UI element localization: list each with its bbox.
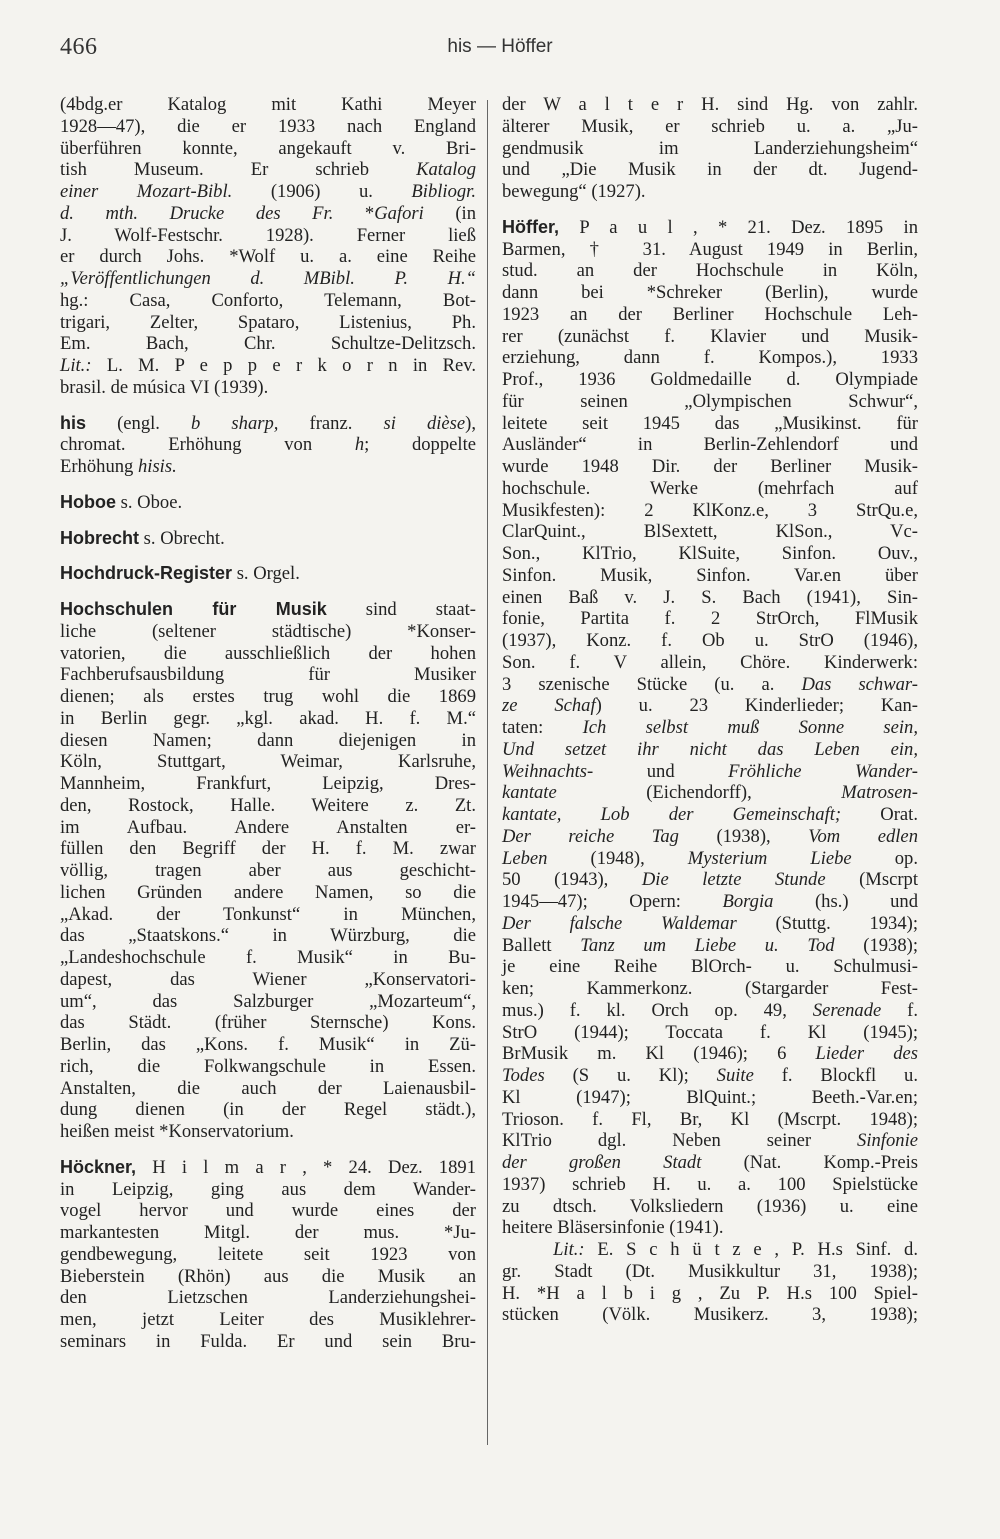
text-segment: Kl (1947); BlQuint.; Beeth.-Var.en; [502, 1086, 918, 1108]
text-segment: Anstalten, die auch der Laienausbil- [60, 1077, 476, 1099]
text-segment: stud. an der Hochschule in Köln, [502, 260, 918, 282]
text-segment: in Berlin gegr. „kgl. akad. H. f. M.“ [60, 707, 476, 729]
text-segment: markantesten Mitgl. der mus. *Ju- [60, 1222, 476, 1243]
text-segment: s. Oboe. [116, 491, 183, 513]
text-segment: Son. f. V allein, Chöre. Kinderwerk: [502, 651, 918, 673]
entry-headword: Hochdruck-Register [60, 563, 233, 584]
text-segment: (Nat. Komp.-Preis [701, 1152, 919, 1173]
text-line [60, 413, 476, 435]
text-segment: Das schwar- [801, 673, 918, 695]
text-line [60, 225, 476, 247]
text-line [502, 565, 918, 587]
running-head: his — Höffer [447, 36, 553, 57]
text-segment: Der reiche Tag [502, 825, 679, 847]
text-line [60, 795, 476, 817]
text-line [502, 434, 918, 456]
text-segment: Orat. [841, 804, 918, 825]
text-segment: men, jetzt Leiter des Musiklehrer- [60, 1309, 476, 1330]
text-line [502, 1065, 918, 1087]
text-segment: Sinfonie [857, 1130, 918, 1152]
text-line [502, 181, 918, 203]
text-segment: sind staat- [326, 599, 476, 620]
page-number: 466 [60, 34, 98, 60]
text-line [502, 1152, 918, 1174]
text-segment: Bibliogr. [411, 181, 476, 202]
right-column [502, 94, 918, 1326]
text-line [502, 1196, 918, 1218]
text-segment: Tanz um Liebe u. Tod [580, 934, 835, 956]
text-line [502, 1022, 918, 1044]
text-line [502, 1087, 918, 1109]
text-segment: Son., KlTrio, KlSuite, Sinfon. Ouv., [502, 543, 918, 564]
text-line [502, 739, 918, 761]
text-segment: und [593, 760, 729, 782]
text-segment: zu dtsch. Volksliedern (1936) u. eine [502, 1195, 918, 1217]
text-segment: (1906) u. [232, 181, 412, 202]
text-line [502, 1283, 918, 1305]
text-segment: (1948), [547, 847, 688, 869]
entry-headword: Hochschulen für Musik [60, 599, 327, 619]
text-line [502, 326, 918, 348]
text-line [502, 717, 918, 739]
text-line [60, 643, 476, 665]
text-segment: StrO (1944); Toccata f. Kl (1945); [502, 1021, 918, 1043]
text-segment: dapest, das Wiener „Konservatori- [60, 968, 476, 990]
text-segment: kantate [502, 782, 557, 804]
text-line [502, 826, 918, 848]
text-line [60, 925, 476, 947]
column-divider [487, 100, 488, 1445]
text-segment: Ballett [502, 934, 581, 956]
text-line [60, 817, 476, 839]
text-line [502, 217, 918, 239]
text-segment: 1937) schrieb H. u. a. 100 Spielstücke [502, 1173, 918, 1195]
text-segment: (Mscrpt [825, 869, 918, 891]
text-segment: das Städt. (früher Sternsche) Kons. [60, 1012, 476, 1034]
text-segment: h [354, 434, 365, 456]
text-segment: H. *H a l b i g , Zu P. H.s 100 Spiel- [502, 1282, 918, 1304]
text-segment: (1938), [678, 825, 809, 847]
text-segment: den, Rostock, Halle. Weitere z. Zt. [60, 794, 476, 816]
text-segment: dung dienen (in der Regel städt.), [60, 1099, 476, 1121]
text-line [502, 1000, 918, 1022]
text-segment: Lit.: [553, 1239, 585, 1260]
text-segment: Weihnachts- [502, 760, 594, 782]
text-segment: si dièse [383, 412, 466, 434]
text-segment: gendmusik im Landerziehungsheim“ [502, 137, 918, 159]
text-line [60, 1287, 476, 1309]
text-segment: diesen Namen; dann diejenigen in [60, 729, 476, 751]
text-line [502, 282, 918, 304]
text-segment: rich, die Folkwangschule in Essen. [60, 1055, 476, 1077]
text-line [60, 708, 476, 730]
text-line [502, 674, 918, 696]
text-line [502, 347, 918, 369]
text-line [60, 312, 476, 334]
text-segment: Die letzte Stunde [641, 869, 826, 891]
text-segment: völlig, tragen aber aus geschicht- [60, 860, 476, 881]
text-line [502, 782, 918, 804]
text-segment: Barmen, † 31. August 1949 in Berlin, [502, 238, 918, 260]
text-segment: überführen konnte, angekauft v. Bri- [60, 137, 476, 159]
text-segment: leitete seit 1945 das „Musikinst. für [502, 412, 918, 434]
text-segment: Köln, Stuttgart, Weimar, Karlsruhe, [60, 751, 476, 773]
text-line [60, 751, 476, 773]
text-segment: Mannheim, Frankfurt, Leipzig, Dres- [60, 773, 476, 794]
text-segment: Mysterium Liebe [687, 847, 852, 869]
text-segment: erziehung, dann f. Kompos.), 1933 [502, 347, 918, 369]
text-segment: vogel hervor und wurde eines der [60, 1200, 476, 1222]
text-segment: ), [465, 412, 477, 434]
text-line [502, 956, 918, 978]
text-segment: und „Die Musik in der dt. Jugend- [502, 159, 918, 181]
text-segment: kantate, Lob der Gemeinschaft; [502, 804, 842, 825]
text-segment: (Stuttg. 1934); [736, 912, 918, 934]
text-line [60, 1056, 476, 1078]
text-line [60, 838, 476, 860]
text-line [502, 369, 918, 391]
text-segment: KlTrio dgl. Neben seiner [502, 1130, 858, 1152]
text-line [60, 528, 476, 550]
text-line [60, 860, 476, 882]
text-line [60, 246, 476, 268]
text-segment: ClarQuint., BlSextett, KlSon., Vc- [502, 521, 918, 543]
text-segment: Ich selbst muß Sonne sein, [582, 717, 918, 738]
text-segment: lichen Gründen andere Namen, so die [60, 881, 476, 903]
text-line [60, 773, 476, 795]
text-line [60, 947, 476, 969]
text-segment: 1928—47), die er 1933 nach England [60, 115, 476, 137]
text-line [502, 869, 918, 891]
text-segment: ken; Kammerkonz. (Stargarder Fest- [502, 978, 918, 999]
text-line [60, 1179, 476, 1201]
text-segment: (engl. [86, 412, 192, 434]
text-line [502, 543, 918, 565]
text-line [60, 664, 476, 686]
text-segment: älterer Musik, er schrieb u. a. „Ju- [502, 115, 918, 137]
text-segment: Em. Bach, Chr. Schultze-Delitzsch. [60, 333, 476, 355]
text-line [60, 599, 476, 621]
text-line [60, 1034, 476, 1056]
text-segment: gendbewegung, leitete seit 1923 von [60, 1243, 476, 1265]
text-line [502, 652, 918, 674]
text-line [60, 969, 476, 991]
text-line [502, 630, 918, 652]
text-segment: Fröhliche Wander- [728, 760, 918, 782]
text-segment: Leben [502, 847, 548, 869]
text-segment: seminars in Fulda. Er und sein Bru- [60, 1330, 476, 1352]
text-line [60, 1200, 476, 1222]
text-line [60, 1078, 476, 1100]
text-line [502, 913, 918, 935]
text-segment: Lit.: [60, 355, 92, 376]
text-segment: * [333, 202, 375, 224]
text-segment: er durch Johs. *Wolf u. a. eine Reihe [60, 246, 476, 268]
text-segment: Und setzet ihr nicht das Leben ein, [502, 738, 918, 760]
text-line [502, 978, 918, 1000]
text-segment: Katalog [416, 159, 476, 181]
text-segment: der großen Stadt [502, 1152, 702, 1173]
text-line [60, 1012, 476, 1034]
text-line [60, 1244, 476, 1266]
text-line [502, 891, 918, 913]
text-line [502, 1261, 918, 1283]
text-segment: Trioson. f. Fl, Br, Kl (Mscrpt. 1948); [502, 1108, 918, 1130]
text-segment: hg.: Casa, Conforto, Telemann, Bot- [60, 289, 476, 311]
text-segment: heitere Bläsersinfonie (1941). [502, 1217, 724, 1239]
text-segment: f. [881, 999, 918, 1021]
text-segment: 1945—47); Opern: [502, 891, 723, 912]
text-segment: BrMusik m. Kl (1946); 6 [502, 1043, 816, 1065]
entry-headword: his [60, 412, 87, 433]
text-segment: chromat. Erhöhung von [60, 434, 355, 456]
text-segment: taten: [502, 717, 583, 738]
text-segment: Ausländer“ in Berlin-Zehlendorf und [502, 434, 918, 456]
text-segment: (1937), Konz. f. Ob u. StrO (1946), [502, 630, 918, 651]
text-line [60, 1121, 476, 1143]
text-segment: „Veröffentlichungen d. MBibl. P. H.“ [60, 268, 476, 289]
text-line [502, 1304, 918, 1326]
text-line [502, 587, 918, 609]
text-segment: (S u. Kl); [544, 1065, 717, 1086]
text-line [60, 203, 476, 225]
text-segment: das „Staatskons.“ in Würzburg, die [60, 925, 476, 947]
text-segment: P a u l , * 21. Dez. 1895 in [559, 216, 918, 238]
text-line [502, 1174, 918, 1196]
text-segment: Vom edlen [808, 825, 918, 847]
text-segment: liche (seltener städtische) *Konser- [60, 620, 476, 642]
text-segment: ze Schaf [502, 695, 596, 717]
text-line [502, 413, 918, 435]
text-segment: 1923 an der Berliner Hochschule Leh- [502, 303, 918, 325]
text-line [502, 761, 918, 783]
text-line [60, 730, 476, 752]
text-line [60, 1157, 476, 1179]
text-segment: mus.) f. kl. Orch op. 49, [502, 999, 813, 1021]
text-segment: f. Blockfl u. [753, 1065, 918, 1086]
text-segment: (4bdg.er Katalog mit Kathi Meyer [60, 94, 476, 115]
text-segment: für seinen „Olympischen Schwur“, [502, 390, 918, 412]
text-line [502, 456, 918, 478]
text-line [60, 492, 476, 514]
text-segment: 50 (1943), [502, 869, 642, 891]
text-line [60, 563, 476, 585]
text-segment: fonie, Partita f. 2 StrOrch, FlMusik [502, 608, 918, 630]
left-column [60, 94, 476, 1353]
text-line [502, 695, 918, 717]
text-segment: Serenade [812, 999, 882, 1021]
text-line [502, 260, 918, 282]
text-segment: Erhöhung [60, 456, 138, 477]
text-segment: Berlin, das „Kons. f. Musik“ in Zü- [60, 1034, 476, 1055]
text-segment: Fachberufsausbildung für Musiker [60, 664, 476, 686]
text-segment: im Aufbau. Andere Anstalten er- [60, 816, 476, 838]
text-segment: 3 szenische Stücke (u. a. [502, 673, 802, 695]
text-segment: Musikfesten): 2 KlKonz.e, 3 StrQu.e, [502, 499, 918, 521]
text-line [60, 181, 476, 203]
text-segment: Der falsche Waldemar [502, 912, 737, 934]
text-segment: d. mth. Drucke des Fr. [60, 202, 334, 224]
text-segment: brasil. de música VI (1939). [60, 376, 269, 398]
text-line [60, 456, 476, 478]
text-line [502, 239, 918, 261]
text-line [502, 521, 918, 543]
entry-headword: Höffer, [502, 216, 560, 237]
text-line [60, 1266, 476, 1288]
text-segment: je eine Reihe BlOrch- u. Schulmusi- [502, 956, 918, 978]
text-line [502, 1043, 918, 1065]
text-segment: wurde 1948 Dir. der Berliner Musik- [502, 456, 918, 477]
text-segment: b sharp, [191, 412, 279, 434]
entry-headword: Hobrecht [60, 527, 140, 548]
text-line [60, 904, 476, 926]
text-line [60, 377, 476, 399]
text-line [502, 1130, 918, 1152]
text-line [502, 478, 918, 500]
text-line [60, 1331, 476, 1353]
text-segment: Prof., 1936 Goldmedaille d. Olympiade [502, 369, 918, 390]
text-segment: L. M. P e p p e r k o r n in Rev. [91, 355, 476, 376]
text-segment: in Leipzig, ging aus dem Wander- [60, 1178, 476, 1200]
text-line [502, 1217, 918, 1239]
text-line [502, 608, 918, 630]
text-line [60, 290, 476, 312]
text-line [502, 804, 918, 826]
text-line [60, 991, 476, 1013]
text-segment: Gafori [374, 202, 424, 224]
text-line [502, 94, 918, 116]
text-segment: stücken (Völk. Musikerz. 3, 1938); [502, 1304, 918, 1326]
text-line [60, 268, 476, 290]
text-segment: vatorien, die ausschließlich der hohen [60, 642, 476, 664]
text-line [502, 848, 918, 870]
text-line [502, 1239, 918, 1261]
text-segment: „Akad. der Tonkunst“ in München, [60, 903, 476, 925]
text-segment: heißen meist *Konservatorium. [60, 1121, 294, 1142]
text-segment: H i l m a r , * 24. Dez. 1891 [136, 1156, 476, 1178]
text-segment: Todes [502, 1065, 545, 1086]
text-segment: Suite [716, 1065, 754, 1086]
text-segment: hisis. [137, 456, 177, 477]
text-line [60, 1099, 476, 1121]
text-segment: (Eichendorff), [556, 782, 842, 804]
text-line [502, 1109, 918, 1131]
entry-headword: Hoboe [60, 491, 116, 512]
text-segment: tish Museum. Er schrieb [60, 159, 417, 181]
text-segment: franz. [278, 412, 384, 434]
text-segment: s. Orgel. [232, 563, 300, 585]
text-segment: ; doppelte [364, 434, 476, 456]
text-line [60, 434, 476, 456]
text-line [60, 1309, 476, 1331]
text-line [502, 304, 918, 326]
text-segment: (in [423, 202, 476, 224]
text-line [60, 355, 476, 377]
text-line [60, 159, 476, 181]
text-segment: hochschule. Werke (mehrfach auf [502, 477, 918, 499]
text-segment: gr. Stadt (Dt. Musikkultur 31, 1938); [502, 1260, 918, 1282]
text-segment: einer Mozart-Bibl. [60, 181, 233, 202]
text-segment: Matrosen- [841, 782, 918, 804]
text-segment: E. S c h ü t z e , P. H.s Sinf. d. [584, 1239, 918, 1260]
text-segment: ) u. 23 Kinderlieder; Kan- [595, 695, 918, 717]
text-segment: Sinfon. Musik, Sinfon. Var.en über [502, 564, 918, 586]
text-line [502, 116, 918, 138]
entry-headword: Höckner, [60, 1156, 137, 1177]
text-segment: bewegung“ (1927). [502, 181, 646, 202]
text-line [60, 94, 476, 116]
text-segment: J. Wolf-Festschr. 1928). Ferner ließ [60, 224, 476, 246]
text-segment: trigari, Zelter, Spataro, Listenius, Ph. [60, 311, 476, 333]
text-line [502, 391, 918, 413]
text-segment: dann bei *Schreker (Berlin), wurde [502, 282, 918, 303]
text-segment: einen Baß v. J. S. Bach (1941), Sin- [502, 586, 918, 608]
text-line [60, 116, 476, 138]
text-segment: der W a l t e r H. sind Hg. von zahlr. [502, 94, 918, 115]
text-segment: (1938); [834, 934, 918, 956]
text-line [502, 159, 918, 181]
text-segment: rer (zunächst f. Klavier und Musik- [502, 325, 918, 347]
text-segment [502, 1239, 553, 1260]
text-segment: Borgia [722, 891, 774, 912]
text-line [60, 1222, 476, 1244]
text-segment: op. [851, 847, 919, 869]
text-line [60, 686, 476, 708]
text-segment: s. Obrecht. [139, 527, 225, 549]
text-line [60, 333, 476, 355]
text-line [60, 621, 476, 643]
text-segment: dienen; als erstes trug wohl die 1869 [60, 686, 476, 707]
text-segment: den Lietzschen Landerziehungshei- [60, 1287, 476, 1309]
text-segment: füllen den Begriff der H. f. M. zwar [60, 838, 476, 860]
text-segment: „Landeshochschule f. Musik“ in Bu- [60, 947, 476, 968]
text-segment: um“, das Salzburger „Mozarteum“, [60, 990, 476, 1012]
text-segment: Lieder des [815, 1043, 918, 1065]
text-line [502, 935, 918, 957]
text-segment: (hs.) und [773, 891, 918, 912]
text-line [60, 882, 476, 904]
text-line [502, 500, 918, 522]
text-line [60, 138, 476, 160]
text-line [502, 138, 918, 160]
text-segment: Bieberstein (Rhön) aus die Musik an [60, 1265, 476, 1287]
